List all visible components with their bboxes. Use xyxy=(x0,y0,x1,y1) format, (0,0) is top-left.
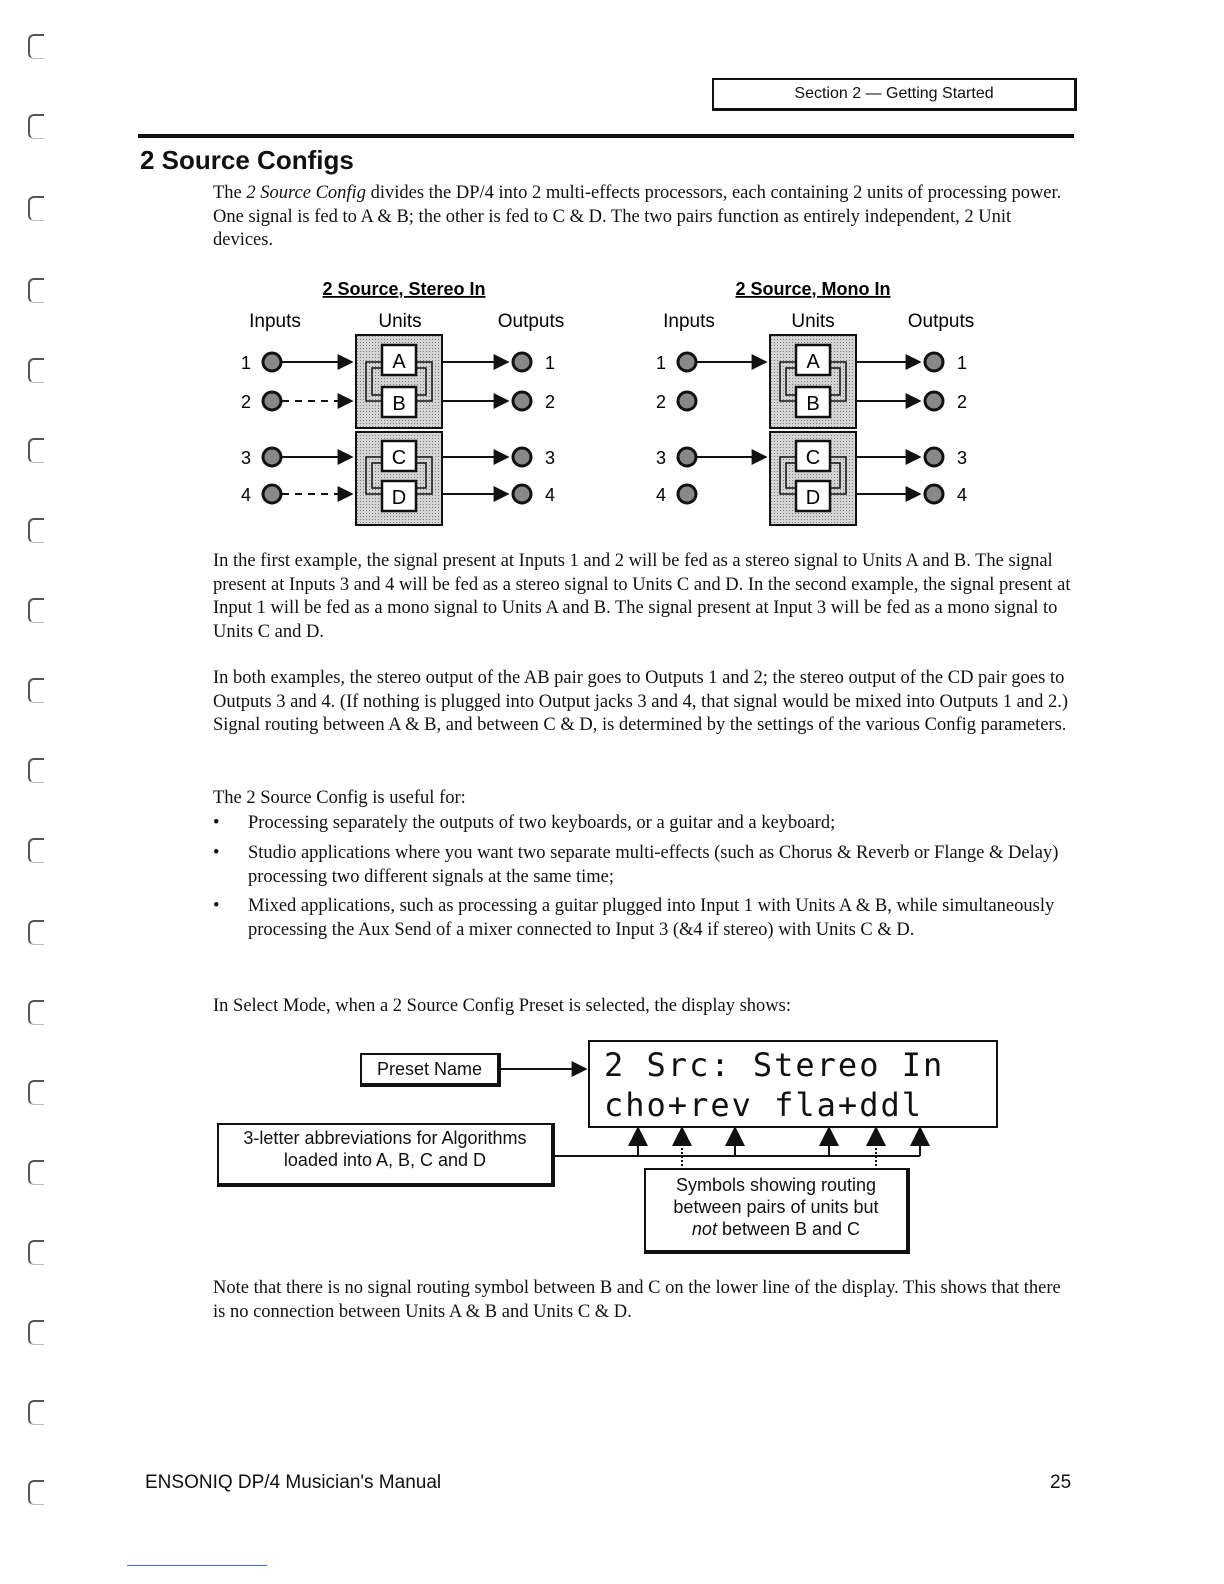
stereo-output-jack xyxy=(513,353,531,371)
mono-diagram-title: 2 Source, Mono In xyxy=(735,279,891,299)
stereo-input-num: 3 xyxy=(240,448,252,468)
stereo-output-num: 2 xyxy=(544,392,556,412)
routing-symbols-label xyxy=(644,1168,910,1254)
mono-output-num: 4 xyxy=(956,485,968,505)
mono-input-jack xyxy=(678,485,696,503)
stereo-unit-label: B xyxy=(392,393,406,415)
lcd-display xyxy=(588,1040,998,1128)
mono-input-num: 1 xyxy=(655,353,667,373)
footer-page-number: 25 xyxy=(1050,1472,1072,1493)
mono-output-jack xyxy=(925,353,943,371)
stereo-unit-label: A xyxy=(392,351,406,373)
intro-rest: divides the DP/4 into 2 multi-effects processors, each containing 2 units of processing power. One signal is fed to A & B; the other is fed to C & D. The two pairs function as entirely independent, 2 Unit devices. xyxy=(213,183,1062,250)
binder-ring xyxy=(28,920,44,945)
mono-unit-label: D xyxy=(805,487,821,509)
mono-unit-block-cd xyxy=(770,432,856,525)
stereo-col-units: Units xyxy=(378,311,422,332)
stereo-unit-block-cd xyxy=(356,432,442,525)
bullet-text: Studio applications where you want two separate multi-effects (such as Chorus & Reverb or Flange & Delay) processing two different signals at the same time; xyxy=(248,843,1059,887)
intro-italic: 2 Source Config xyxy=(246,183,366,203)
page-title: 2 Source Configs xyxy=(140,145,354,175)
stereo-diagram-title: 2 Source, Stereo In xyxy=(322,279,486,299)
section-header: Section 2 — Getting Started xyxy=(712,78,1077,111)
routing-symbols-line-1: Symbols showing routing xyxy=(675,1175,877,1195)
binder-ring xyxy=(28,598,44,623)
stereo-col-inputs: Inputs xyxy=(249,311,301,332)
mono-unit-label: B xyxy=(806,393,820,415)
stereo-output-num: 4 xyxy=(544,485,556,505)
bullet-text: Mixed applications, such as processing a guitar plugged into Input 1 with Units A & B, while simultaneously processing the Aux Send of a mixer connected to Input 3 (&4 if stereo) with Units C & D. xyxy=(248,896,1055,940)
examples-paragraph: In the first example, the signal present at Inputs 1 and 2 will be fed as a stereo signal to Units A and B. The signal present at Inputs 3 and 4 will be fed as a stereo signal to Units C and D. In the second example, the signal present at Input 1 will be fed as a mono signal to Units A and B. The signal present at Input 3 will be fed as a mono signal to Units C and D. xyxy=(213,551,1071,642)
select-mode-paragraph: In Select Mode, when a 2 Source Config Preset is selected, the display shows: xyxy=(213,996,792,1016)
mono-input-num: 4 xyxy=(655,485,667,505)
routing-symbols-rest: between B and C xyxy=(716,1219,861,1239)
stereo-output-num: 3 xyxy=(544,448,556,468)
stereo-input-jack xyxy=(263,448,281,466)
binder-ring xyxy=(28,678,44,703)
mono-unit-label: A xyxy=(806,351,820,373)
mono-output-num: 3 xyxy=(956,448,968,468)
scan-artifact-line xyxy=(127,1565,267,1566)
mono-unit-label: C xyxy=(805,447,821,469)
lcd-line-2: cho+rev fla+ddl xyxy=(604,1086,923,1124)
mono-output-jack xyxy=(925,392,943,410)
lcd-line-1: 2 Src: Stereo In xyxy=(604,1046,945,1084)
stereo-unit-label: D xyxy=(391,487,407,509)
mono-input-jack xyxy=(678,392,696,410)
footer-manual-title: ENSONIQ DP/4 Musician's Manual xyxy=(145,1472,442,1493)
binder-ring xyxy=(28,1480,44,1505)
bullet-dot-icon: • xyxy=(213,896,220,916)
stereo-unit-label: C xyxy=(391,447,407,469)
abbreviations-label xyxy=(217,1123,555,1187)
bullet-dot-icon: • xyxy=(213,813,220,833)
useful-intro: The 2 Source Config is useful for: xyxy=(213,788,466,808)
preset-name-label: Preset Name xyxy=(360,1053,501,1087)
bullet-text: Processing separately the outputs of two keyboards, or a guitar and a keyboard; xyxy=(248,813,836,833)
stereo-input-jack xyxy=(263,353,281,371)
bullet-dot-icon: • xyxy=(213,843,220,863)
mono-input-jack xyxy=(678,448,696,466)
stereo-output-jack xyxy=(513,485,531,503)
stereo-col-outputs: Outputs xyxy=(497,311,565,332)
binder-ring xyxy=(28,1000,44,1025)
stereo-input-num: 2 xyxy=(240,392,252,412)
binder-ring xyxy=(28,838,44,863)
stereo-output-jack xyxy=(513,392,531,410)
mono-input-jack xyxy=(678,353,696,371)
mono-col-units: Units xyxy=(791,311,835,332)
outputs-paragraph: In both examples, the stereo output of the AB pair goes to Outputs 1 and 2; the stereo output of the CD pair goes to Outputs 3 and 4. (If nothing is plugged into Output jacks 3 and 4, that signal would be mixed into Outputs 1 and 2.) Signal routing between A & B, and between C & D, is determined by the settings of the various Config parameters. xyxy=(213,668,1069,735)
binder-ring xyxy=(28,1400,44,1425)
binder-ring xyxy=(28,758,44,783)
mono-output-num: 2 xyxy=(956,392,968,412)
routing-symbols-italic: not xyxy=(691,1219,717,1239)
mono-col-inputs: Inputs xyxy=(663,311,715,332)
mono-input-num: 2 xyxy=(655,392,667,412)
config-diagram-svg xyxy=(0,0,1224,540)
routing-symbols-line-3 xyxy=(646,1218,906,1240)
mono-input-num: 3 xyxy=(655,448,667,468)
mono-col-outputs: Outputs xyxy=(907,311,975,332)
stereo-input-jack xyxy=(263,485,281,503)
stereo-input-num: 4 xyxy=(240,485,252,505)
stereo-output-jack xyxy=(513,448,531,466)
note-paragraph: Note that there is no signal routing symbol between B and C on the lower line of the display. This shows that there is no connection between Units A & B and Units C & D. xyxy=(213,1278,1061,1322)
mono-output-jack xyxy=(925,448,943,466)
intro-lead: The xyxy=(213,183,247,203)
stereo-input-num: 1 xyxy=(240,353,252,373)
mono-output-jack xyxy=(925,485,943,503)
stereo-input-jack xyxy=(263,392,281,410)
mono-output-num: 1 xyxy=(956,353,968,373)
stereo-output-num: 1 xyxy=(544,353,556,373)
abbreviations-label-line-1: 3-letter abbreviations for Algorithms xyxy=(243,1128,527,1148)
routing-symbols-line-2: between pairs of units but xyxy=(673,1197,879,1217)
abbreviations-label-line-2: loaded into A, B, C and D xyxy=(283,1150,487,1170)
